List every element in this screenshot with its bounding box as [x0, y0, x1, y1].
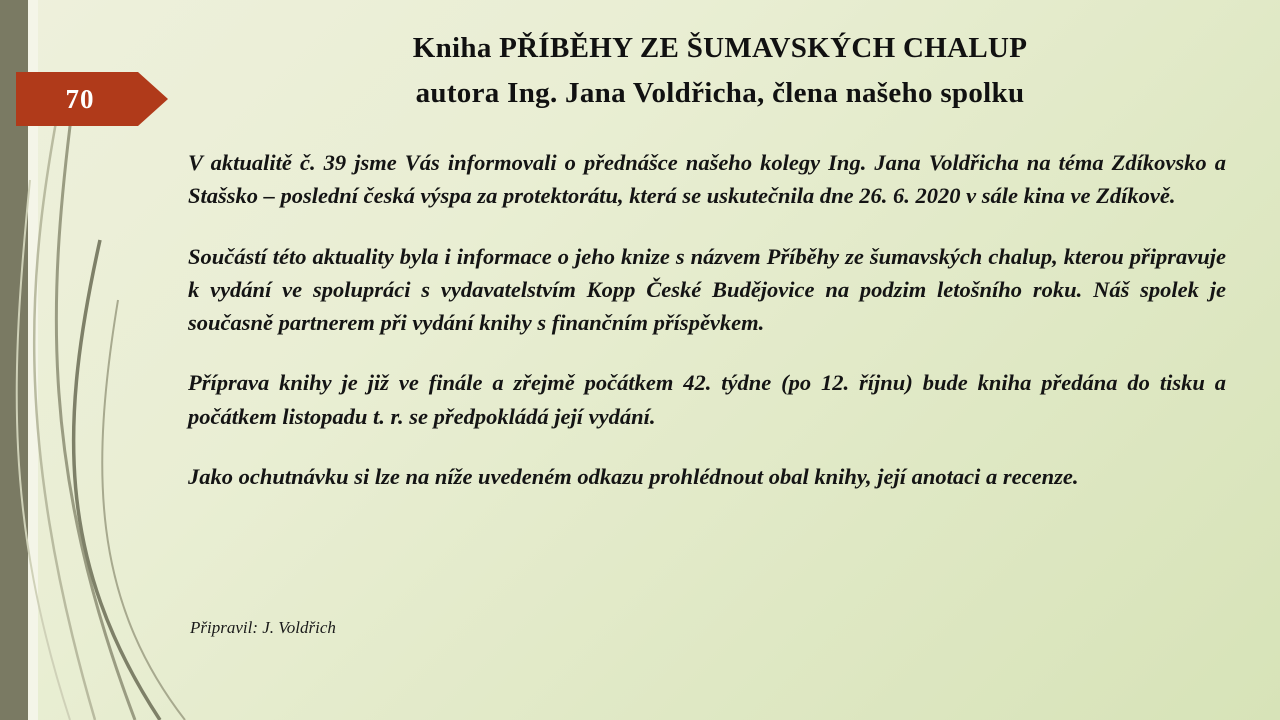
title-line-1: Kniha PŘÍBĚHY ZE ŠUMAVSKÝCH CHALUP — [412, 32, 1028, 64]
body-text — [188, 146, 1226, 493]
paragraph-4: Jako ochutnávku si lze na níže uvedeném odkazu prohlédnout obal knihy, její anotaci a recenze. — [188, 464, 1079, 490]
slide-number: 70 — [65, 84, 95, 114]
slide-number-banner — [16, 72, 168, 126]
paragraph-1: V aktualitě č. 39 jsme Vás informovali o přednášce našeho kolegy Ing. Jana Voldřicha na téma Zdíkovsko a Stašsko – poslední česká výspa za protektorátu, která se uskutečnila dne 26. 6. 2020 v sále kina ve Zdíkově. — [188, 150, 1226, 209]
title-line-2: autora Ing. Jana Voldřicha, člena našeho spolku — [415, 76, 1025, 109]
author-signature: Připravil: J. Voldřich — [190, 618, 336, 637]
paragraph-3: Příprava knihy je již ve finále a zřejmě počátkem 42. týdne (po 12. říjnu) bude kniha předána do tisku a počátkem listopadu t. r. se předpokládá její vydání. — [188, 370, 1226, 429]
paragraph-2: Součástí této aktuality byla i informace o jeho knize s názvem Příběhy ze šumavských chalup, kterou připravuje k vydání ve spolupráci s vydavatelstvím Kopp České Budějovice na podzim letošního roku. Náš spolek je současně partnerem při vydání knihy s finančním příspěvkem. — [188, 243, 1226, 336]
page-title — [190, 26, 1250, 116]
